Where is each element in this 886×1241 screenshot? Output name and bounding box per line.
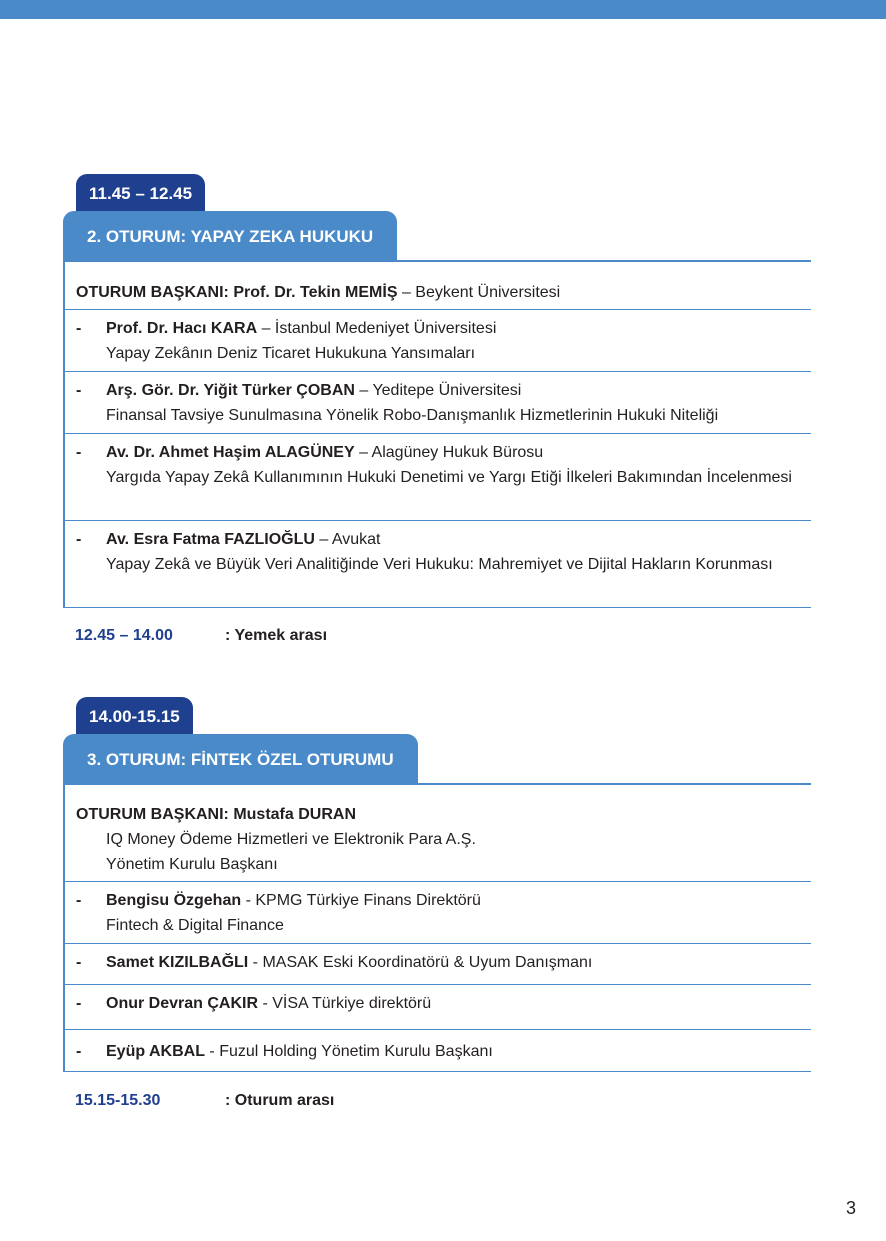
break-time: 12.45 – 14.00 <box>75 627 173 644</box>
speaker-row <box>65 372 811 434</box>
chair-affiliation: – Beykent Üniversitesi <box>397 284 561 301</box>
talk-title: Yargıda Yapay Zekâ Kullanımının Hukuki Denetimi ve Yargı Etiği İlkeleri Bakımından İncelenmesi <box>106 469 792 486</box>
talk-title: Yapay Zekânın Deniz Ticaret Hukukuna Yansımaları <box>106 345 476 362</box>
top-color-bar <box>0 0 886 19</box>
session-time-tab: 11.45 – 12.45 <box>76 174 205 216</box>
speaker-affiliation: – Yeditepe Üniversitesi <box>354 382 522 399</box>
lunch-break <box>75 627 327 645</box>
talk-title: Yapay Zekâ ve Büyük Veri Analitiğinde Veri Hukuku: Mahremiyet ve Dijital Hakların Korunması <box>106 556 773 573</box>
talk-title: Finansal Tavsiye Sunulmasına Yönelik Robo-Danışmanlık Hizmetlerinin Hukuki Niteliği <box>106 407 719 424</box>
session-title-tab: 3. OTURUM: FİNTEK ÖZEL OTURUMU <box>63 734 418 784</box>
break-time: 15.15-15.30 <box>75 1092 161 1109</box>
speaker-name: Arş. Gör. Dr. Yiğit Türker ÇOBAN <box>106 382 355 399</box>
speaker-affiliation: – İstanbul Medeniyet Üniversitesi <box>257 320 497 337</box>
chair-name: OTURUM BAŞKANI: Prof. Dr. Tekin MEMİŞ <box>76 284 398 301</box>
dash-bullet: - <box>76 320 82 337</box>
dash-bullet: - <box>76 531 82 548</box>
speaker-name: Onur Devran ÇAKIR <box>106 995 259 1012</box>
speaker-affiliation: - MASAK Eski Koordinatörü & Uyum Danışmanı <box>248 954 593 971</box>
chair-name: OTURUM BAŞKANI: Mustafa DURAN <box>76 806 356 823</box>
speaker-affiliation: – Avukat <box>314 531 381 548</box>
chair-role: Yönetim Kurulu Başkanı <box>106 856 278 873</box>
speaker-name: Bengisu Özgehan <box>106 892 242 909</box>
chair-affiliation: IQ Money Ödeme Hizmetleri ve Elektronik Para A.Ş. <box>106 831 476 848</box>
speaker-affiliation: - VİSA Türkiye direktörü <box>258 995 432 1012</box>
speaker-affiliation: - KPMG Türkiye Finans Direktörü <box>241 892 481 909</box>
speaker-row <box>65 985 811 1030</box>
speaker-row <box>65 882 811 944</box>
speaker-name: Eyüp AKBAL <box>106 1043 205 1060</box>
dash-bullet: - <box>76 1043 82 1060</box>
speaker-affiliation: - Fuzul Holding Yönetim Kurulu Başkanı <box>204 1043 493 1060</box>
dash-bullet: - <box>76 954 82 971</box>
session-table <box>63 260 811 608</box>
chair-row <box>65 785 811 882</box>
speaker-row <box>65 521 811 608</box>
speaker-name: Av. Esra Fatma FAZLIOĞLU <box>106 531 315 548</box>
session-table <box>63 783 811 1072</box>
page-number: 3 <box>845 1198 856 1218</box>
speaker-row <box>65 1030 811 1072</box>
session-time-tab: 14.00-15.15 <box>76 697 193 739</box>
dash-bullet: - <box>76 995 82 1012</box>
session-title-tab: 2. OTURUM: YAPAY ZEKA HUKUKU <box>63 211 397 261</box>
break-label: : Oturum arası <box>225 1092 335 1109</box>
speaker-row <box>65 310 811 372</box>
speaker-affiliation: – Alagüney Hukuk Bürosu <box>354 444 544 461</box>
dash-bullet: - <box>76 892 82 909</box>
speaker-name: Samet KIZILBAĞLI <box>106 954 249 971</box>
speaker-row <box>65 434 811 521</box>
dash-bullet: - <box>76 382 82 399</box>
talk-title: Fintech & Digital Finance <box>106 917 284 934</box>
speaker-name: Av. Dr. Ahmet Haşim ALAGÜNEY <box>106 444 355 461</box>
break-label: : Yemek arası <box>225 627 328 644</box>
dash-bullet: - <box>76 444 82 461</box>
chair-row <box>65 262 811 310</box>
session-break <box>75 1092 334 1110</box>
speaker-row <box>65 944 811 985</box>
speaker-name: Prof. Dr. Hacı KARA <box>106 320 258 337</box>
